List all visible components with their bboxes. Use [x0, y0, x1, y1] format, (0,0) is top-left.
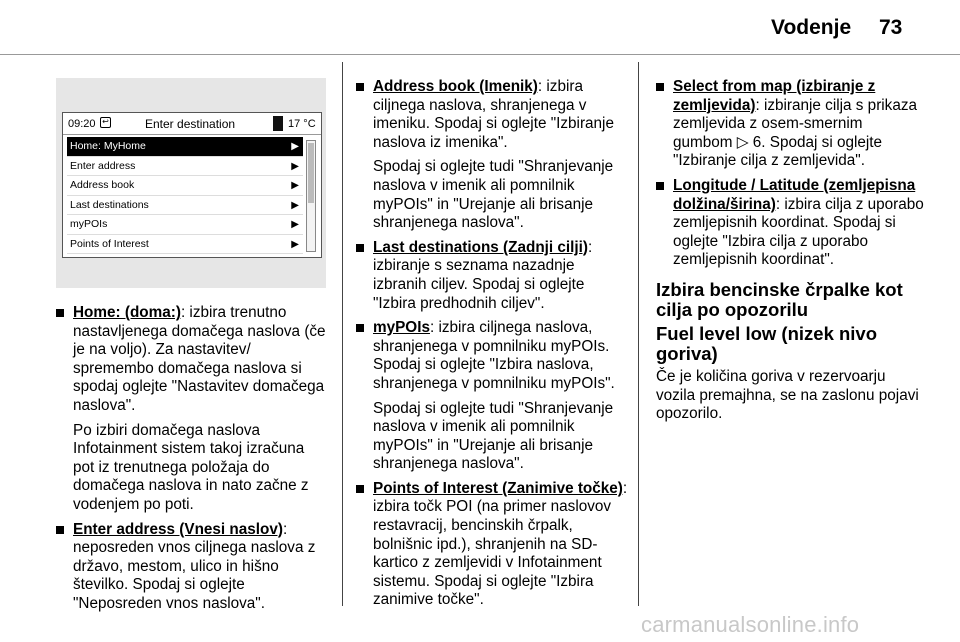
arrow-icon: ▶: [291, 238, 299, 250]
bullet-icon: [356, 244, 364, 252]
column-1: [56, 304, 328, 620]
section-heading: Izbira bencinske črpalke kot cilja po opozorilu: [656, 278, 903, 320]
column-2: [356, 78, 630, 616]
item-last-destinations: Last destinations (Zadnji cilji): izbiranje s seznama nazadnje izbranih ciljev. Spodaj si oglejte "Izbira predhodnih ciljev".: [356, 239, 630, 313]
bullet-icon: [356, 324, 364, 332]
bullet-icon: [56, 526, 64, 534]
thermometer-icon: [273, 116, 283, 131]
arrow-icon: ▶: [291, 199, 299, 211]
bullet-icon: [656, 182, 664, 190]
temperature: 17 °C: [288, 118, 316, 130]
item-mypois: myPOIs: izbira ciljnega naslova, shranjenega v pomnilniku myPOIs. Spodaj si oglejte "Izbira naslova, shranjenega v pomnilniku myPOIs".: [356, 319, 630, 393]
item-home: Home: (doma:): izbira trenutno nastavljenega domačega naslova (če je na voljo). Za nastavitev/ spremembo domačega naslova si spodaj oglejte "Nastavitev domačega naslova".: [56, 304, 328, 416]
page-header-title: Vodenje: [771, 16, 852, 39]
watermark: carmanualsonline.info: [641, 612, 860, 637]
page-number: 73: [879, 16, 903, 39]
section-subheading: Fuel level low (nizek nivo goriva): [656, 322, 878, 364]
home-paragraph-2: Po izbiri domačega naslova Infotainment sistem takoj izračuna pot iz trenutnega položaja do domačega naslova in nato začne z vodenjem po poti.: [73, 421, 309, 513]
column-divider-1: [342, 62, 343, 606]
mypois-paragraph-2: Spodaj si oglejte tudi "Shranjevanje naslova v imenik ali pomnilnik myPOIs" in "Urejanje ali brisanje shranjenega naslova".: [373, 399, 614, 473]
column-3: [656, 78, 926, 430]
bullet-icon: [56, 309, 64, 317]
item-select-from-map: Select from map (izbiranje z zemljevida): izbiranje cilja s prikaza zemljevida z osem-smernim gumbom ▷ 6. Spodaj si oglejte "Izbiranje cilja z zemljevida".: [656, 78, 926, 171]
item-enter-address: Enter address (Vnesi naslov): neposreden vnos ciljnega naslova z državo, mestom, ulico in hišno številko. Spodaj si oglejte "Neposreden vnos naslova".: [56, 521, 328, 614]
item-address-book: Address book (Imenik): izbira ciljnega naslova, shranjenega v imeniku. Spodaj si oglejte "Izbiranje naslova iz imenika".: [356, 78, 630, 152]
header-rule: [0, 54, 960, 55]
menu-item-home[interactable]: Home: MyHome ▶: [67, 137, 303, 157]
status-bar: [63, 113, 321, 135]
address-book-paragraph-2: Spodaj si oglejte tudi "Shranjevanje naslova v imenik ali pomnilnik myPOIs" in "Urejanje ali brisanje shranjenega naslova".: [373, 158, 614, 232]
menu-list: [67, 137, 303, 254]
menu-item-address-book[interactable]: Address book ▶: [67, 176, 303, 196]
column-divider-2: [638, 62, 639, 606]
arrow-icon: ▶: [291, 180, 299, 191]
bullet-icon: [356, 485, 364, 493]
item-points-of-interest: Points of Interest (Zanimive točke): izbira točk POI (na primer naslovov restavracij, bencinskih črpalk, bolnišnic ipd.), shranjenih na SD-kartico z zemljevidi v Infotainment sistemu. Spodaj si oglejte "Izbira zanimive točke".: [356, 480, 630, 610]
menu-item-mypois[interactable]: myPOIs ▶: [67, 215, 303, 235]
scrollbar-thumb[interactable]: [308, 143, 314, 203]
arrow-icon: ▶: [291, 219, 299, 230]
bullet-icon: [356, 83, 364, 91]
arrow-icon: ▶: [291, 160, 299, 172]
menu-item-points-of-interest[interactable]: Points of Interest ▶: [67, 235, 303, 255]
arrow-icon: ▶: [291, 141, 299, 152]
scrollbar[interactable]: [306, 140, 316, 252]
menu-item-last-destinations[interactable]: Last destinations ▶: [67, 196, 303, 216]
back-icon: ↩: [100, 117, 111, 128]
bullet-icon: [656, 83, 664, 91]
infotainment-screen: [62, 112, 322, 258]
item-longitude-latitude: Longitude / Latitude (zemljepisna dolžina/širina): izbira cilja z uporabo zemljepisnih koordinat. Spodaj si oglejte "Izbira cilja z uporabo zemljepisnih koordinat".: [656, 177, 926, 270]
menu-item-enter-address[interactable]: Enter address ▶: [67, 157, 303, 177]
section-paragraph: Če je količina goriva v rezervoarju vozila premajhna, se na zaslonu pojavi opozorilo.: [656, 367, 919, 423]
screen-title: Enter destination: [145, 117, 236, 131]
clock: 09:20: [68, 118, 96, 130]
